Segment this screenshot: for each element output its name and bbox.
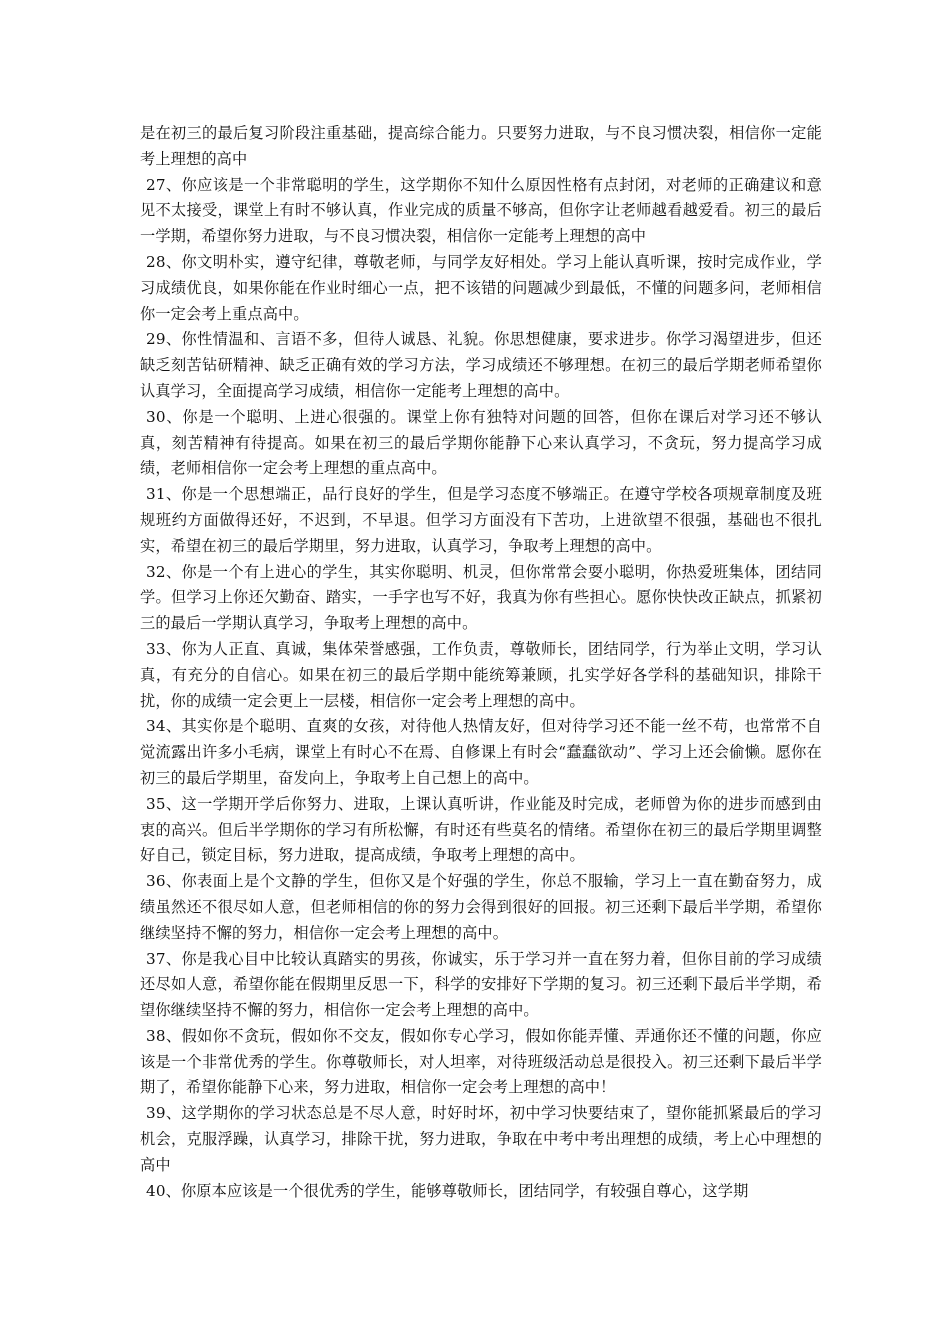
paragraph-31 bbox=[140, 482, 822, 559]
paragraph-text: 你原本应该是一个很优秀的学生，能够尊敬师长，团结同学，有较强自尊心，这学期 bbox=[180, 1181, 749, 1200]
paragraph-number: 36、 bbox=[146, 872, 182, 891]
paragraph-number: 32、 bbox=[146, 562, 182, 581]
paragraph-text: 这学期你的学习状态总是不尽人意，时好时坏，初中学习快要结束了，望你能抓紧最后的学习机会，克服浮躁，认真学习，排除干扰，努力进取，争取在中考中考出理想的成绩，考上心中理想的高中 bbox=[140, 1104, 822, 1174]
paragraph-text: 这一学期开学后你努力、进取，上课认真听讲，作业能及时完成，老师曾为你的进步而感到由衷的高兴。但后半学期你的学习有所松懈，有时还有些莫名的情绪。希望你在初三的最后学期里调整好自己，锁定目标，努力进取，提高成绩，争取考上理想的高中。 bbox=[140, 794, 822, 865]
paragraph-36 bbox=[140, 869, 822, 946]
paragraph-32 bbox=[140, 560, 822, 637]
paragraph-continuation bbox=[140, 121, 822, 173]
paragraph-number: 27、 bbox=[146, 175, 182, 194]
paragraph-number: 33、 bbox=[146, 639, 182, 658]
paragraph-text: 你表面上是个文静的学生，但你又是个好强的学生，你总不服输，学习上一直在勤奋努力，成绩虽然还不很尽如人意，但老师相信的你的努力会得到很好的回报。初三还剩下最后半学期，希望你继续坚持不懈的努力，相信你一定会考上理想的高中。 bbox=[140, 872, 822, 942]
paragraph-40 bbox=[140, 1179, 822, 1205]
paragraph-number: 37、 bbox=[146, 949, 182, 968]
paragraph-text: 其实你是个聪明、直爽的女孩，对待他人热情友好，但对待学习还不能一丝不苟，也常常不自觉流露出许多小毛病，课堂上有时心不在焉、自修课上有时会“蠢蠢欲动”、学习上还会偷懒。愿你在初三的最后学期里，奋发向上，争取考上自己想上的高中。 bbox=[140, 717, 822, 787]
paragraph-number: 29、 bbox=[146, 330, 182, 349]
paragraph-text: 你是一个思想端正，品行良好的学生，但是学习态度不够端正。在遵守学校各项规章制度及班规班约方面做得还好，不迟到，不早退。但学习方面没有下苦功，上进欲望不很强，基础也不很扎实，希望在初三的最后学期里，努力进取，认真学习，争取考上理想的高中。 bbox=[140, 485, 822, 555]
paragraph-35 bbox=[140, 792, 822, 869]
paragraph-number: 28、 bbox=[146, 252, 182, 271]
paragraph-text: 你是一个聪明、上进心很强的。课堂上你有独特对问题的回答，但你在课后对学习还不够认真，刻苦精神有待提高。如果在初三的最后学期你能静下心来认真学习，不贪玩，努力提高学习成绩，老师相信你一定会考上理想的重点高中。 bbox=[140, 407, 823, 478]
paragraph-number: 40、 bbox=[146, 1181, 181, 1200]
paragraph-30 bbox=[140, 405, 822, 482]
paragraph-text: 你为人正直、真诚，集体荣誉感强，工作负责，尊敬师长，团结同学，行为举止文明，学习认真，有充分的自信心。如果在初三的最后学期中能统筹兼顾，扎实学好各学科的基础知识，排除干扰，你的成绩一定会更上一层楼，相信你一定会考上理想的高中。 bbox=[140, 639, 822, 710]
paragraph-text: 你文明朴实，遵守纪律，尊敬老师，与同学友好相处。学习上能认真听课，按时完成作业，学习成绩优良，如果你能在作业时细心一点，把不该错的问题减少到最低，不懂的问题多问，老师相信你一定会考上重点高中。 bbox=[140, 252, 822, 323]
paragraph-39 bbox=[140, 1101, 822, 1178]
paragraph-number: 39、 bbox=[146, 1104, 182, 1123]
document-page bbox=[140, 121, 822, 1204]
paragraph-33 bbox=[140, 637, 822, 714]
paragraph-37 bbox=[140, 947, 822, 1024]
paragraph-29 bbox=[140, 327, 822, 404]
paragraph-27 bbox=[140, 173, 822, 250]
paragraph-number: 35、 bbox=[146, 794, 182, 813]
paragraph-text: 你性情温和、言语不多，但待人诚恳、礼貌。你思想健康，要求进步。你学习渴望进步，但还缺乏刻苦钻研精神、缺乏正确有效的学习方法，学习成绩还不够理想。在初三的最后学期老师希望你认真学习，全面提高学习成绩，相信你一定能考上理想的高中。 bbox=[140, 330, 822, 400]
paragraph-number: 31、 bbox=[146, 485, 182, 504]
paragraph-text: 假如你不贪玩，假如你不交友，假如你专心学习，假如你能弄懂、弄通你还不懂的问题，你应该是一个非常优秀的学生。你尊敬师长，对人坦率，对待班级活动总是很投入。初三还剩下最后半学期了，希望你能静下心来，努力进取，相信你一定会考上理想的高中！ bbox=[140, 1026, 822, 1097]
paragraph-text: 你是一个有上进心的学生，其实你聪明、机灵，但你常常会耍小聪明，你热爱班集体，团结同学。但学习上你还欠勤奋、踏实，一手字也写不好，我真为你有些担心。愿你快快改正缺点，抓紧初三的最后一学期认真学习，争取考上理想的高中。 bbox=[140, 562, 822, 633]
paragraph-text: 是在初三的最后复习阶段注重基础，提高综合能力。只要努力进取，与不良习惯决裂，相信你一定能考上理想的高中 bbox=[140, 124, 822, 168]
paragraph-text: 你应该是一个非常聪明的学生，这学期你不知什么原因性格有点封闭，对老师的正确建议和意见不太接受，课堂上有时不够认真，作业完成的质量不够高，但你字让老师越看越爱看。初三的最后一学期，希望你努力进取，与不良习惯决裂，相信你一定能考上理想的高中 bbox=[140, 175, 822, 246]
paragraph-number: 30、 bbox=[146, 407, 183, 426]
paragraph-text: 你是我心目中比较认真踏实的男孩，你诚实，乐于学习并一直在努力着，但你目前的学习成绩还尽如人意，希望你能在假期里反思一下，科学的安排好下学期的复习。初三还剩下最后半学期，希望你继续坚持不懈的努力，相信你一定会考上理想的高中。 bbox=[140, 949, 822, 1020]
paragraph-28 bbox=[140, 250, 822, 327]
paragraph-number: 34、 bbox=[146, 717, 182, 736]
paragraph-34 bbox=[140, 714, 822, 791]
paragraph-38 bbox=[140, 1024, 822, 1101]
paragraph-number: 38、 bbox=[146, 1026, 182, 1045]
